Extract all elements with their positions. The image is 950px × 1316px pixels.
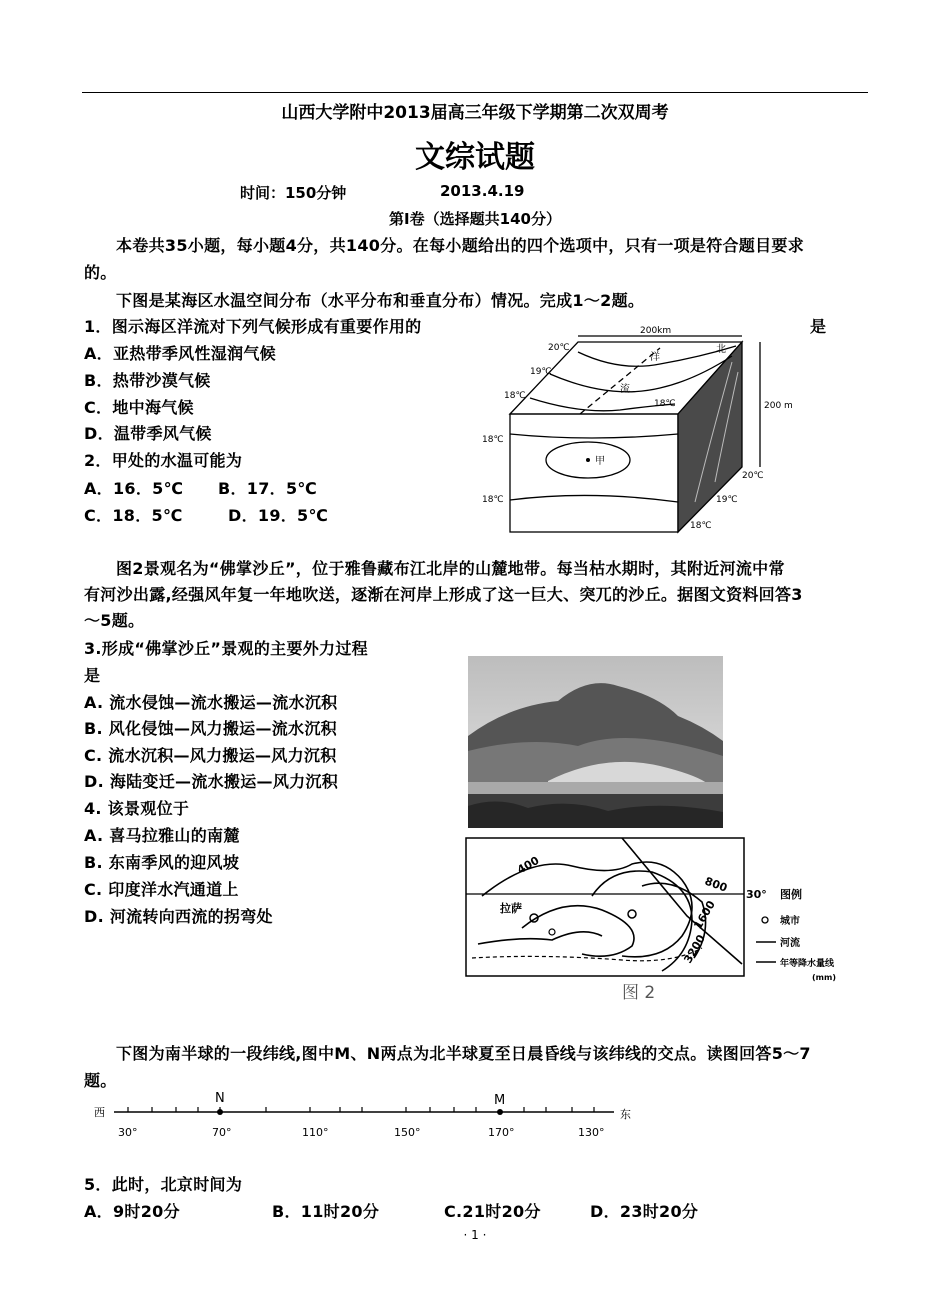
q3-option-b: B. 风化侵蚀—风力搬运—流水沉积 bbox=[84, 719, 337, 738]
iso-top-18b: 18℃ bbox=[654, 399, 676, 409]
section3-stem-2: 题。 bbox=[84, 1071, 117, 1090]
m-label: M bbox=[494, 1093, 506, 1108]
depth-label: 200 m bbox=[764, 401, 793, 411]
question-3: 3.形成“佛掌沙丘”景观的主要外力过程 bbox=[84, 639, 368, 658]
current-label-1: 洋 bbox=[650, 352, 660, 363]
q4-option-c: C. 印度洋水汽通道上 bbox=[84, 880, 239, 899]
tick-30: 30° bbox=[118, 1126, 138, 1139]
city-label-lhasa: 拉萨 bbox=[500, 902, 522, 915]
legend-title: 图例 bbox=[780, 888, 802, 901]
iso-side-20: 20℃ bbox=[742, 471, 764, 481]
q3-option-d: D. 海陆变迁—流水搬运—风力沉积 bbox=[84, 772, 339, 791]
q5-option-c: C.21时20分 bbox=[444, 1202, 541, 1221]
q2-option-b: B．17．5℃ bbox=[218, 479, 318, 498]
section1-stem: 下图是某海区水温空间分布（水平分布和垂直分布）情况。完成1～2题。 bbox=[116, 291, 645, 310]
iso-top-18a: 18℃ bbox=[504, 391, 526, 401]
iso-front-18b: 18℃ bbox=[482, 495, 504, 505]
page-title: 文综试题 bbox=[415, 140, 535, 175]
page-number: · 1 · bbox=[463, 1228, 487, 1242]
dune-landscape-photo bbox=[468, 656, 723, 828]
q1-option-d: D．温带季风气候 bbox=[84, 424, 212, 443]
precipitation-map bbox=[462, 836, 872, 1006]
latitude-label: 30° bbox=[746, 888, 767, 901]
q1-option-b: B．热带沙漠气候 bbox=[84, 371, 211, 390]
question-1: 1．图示海区洋流对下列气候形成有重要作用的 bbox=[84, 317, 422, 336]
jia-label: 甲 bbox=[595, 456, 605, 467]
latitude-line-diagram bbox=[84, 1086, 644, 1146]
legend-river: 河流 bbox=[780, 938, 800, 949]
legend-isohyet: 年等降水量线 bbox=[780, 959, 835, 969]
exam-time: 时间：150分钟 bbox=[240, 184, 347, 202]
q5-option-d: D．23时20分 bbox=[590, 1202, 699, 1221]
q1-option-c: C．地中海气候 bbox=[84, 398, 194, 417]
section3-stem-1: 下图为南半球的一段纬线,图中M、N两点为北半球夏至日晨昏线与该纬线的交点。读图回答5～7 bbox=[116, 1044, 811, 1063]
q5-option-b: B．11时20分 bbox=[272, 1202, 380, 1221]
legend-city: 城市 bbox=[780, 916, 800, 927]
iso-side-19: 19℃ bbox=[716, 495, 738, 505]
exam-date: 2013.4.19 bbox=[440, 182, 525, 200]
point-m bbox=[497, 1109, 503, 1115]
part-heading: 第Ⅰ卷（选择题共140分） bbox=[389, 210, 561, 228]
isohyet-label-800: 800 bbox=[702, 874, 730, 895]
point-n bbox=[217, 1109, 223, 1115]
section2-stem-1: 图2景观名为“佛掌沙丘”，位于雅鲁藏布江北岸的山麓地带。每当枯水期时，其附近河流中常 bbox=[116, 559, 785, 578]
section2-stem-3: ～5题。 bbox=[84, 611, 145, 630]
tick-150: 150° bbox=[394, 1126, 421, 1139]
q4-option-d: D. 河流转向西流的拐弯处 bbox=[84, 907, 273, 926]
iso-side-18: 18℃ bbox=[690, 521, 712, 531]
isohyet-label-1600: 1600 bbox=[691, 898, 718, 932]
isohyet-label-3200: 3200 bbox=[681, 932, 708, 966]
west-label: 西 bbox=[94, 1106, 105, 1119]
isohyet-label-400: 400 bbox=[515, 853, 542, 877]
iso-top-20: 20℃ bbox=[548, 343, 570, 353]
q3-option-c: C. 流水沉积—风力搬运—风力沉积 bbox=[84, 746, 337, 765]
question-2: 2．甲处的水温可能为 bbox=[84, 451, 243, 470]
current-label-2: 流 bbox=[620, 384, 630, 395]
top-rule bbox=[82, 92, 868, 93]
section2-stem-2: 有河沙出露,经强风年复一年地吹送，逐渐在河岸上形成了这一巨大、突兀的沙丘。据图文资料回答3 bbox=[84, 585, 803, 604]
q2-option-d: D．19．5℃ bbox=[228, 506, 329, 525]
q3-option-a: A. 流水侵蚀—流水搬运—流水沉积 bbox=[84, 693, 338, 712]
n-label: N bbox=[215, 1091, 225, 1106]
q2-option-a: A．16．5℃ bbox=[84, 479, 184, 498]
intro-line-1: 本卷共35小题，每小题4分，共140分。在每小题给出的四个选项中，只有一项是符合题目要求 bbox=[116, 236, 804, 255]
tick-70: 70° bbox=[212, 1126, 232, 1139]
question-5: 5．此时，北京时间为 bbox=[84, 1175, 243, 1194]
question-1-tail: 是 bbox=[810, 317, 827, 336]
iso-front-18a: 18℃ bbox=[482, 435, 504, 445]
tick-170: 170° bbox=[488, 1126, 515, 1139]
q5-option-a: A．9时20分 bbox=[84, 1202, 180, 1221]
iso-top-19: 19℃ bbox=[530, 367, 552, 377]
legend-unit: (mm) bbox=[812, 973, 836, 982]
q1-option-a: A．亚热带季风性湿润气候 bbox=[84, 344, 276, 363]
q2-option-c: C．18．5℃ bbox=[84, 506, 183, 525]
question-3-tail: 是 bbox=[84, 666, 101, 685]
school-line: 山西大学附中2013届高三年级下学期第二次双周考 bbox=[281, 103, 669, 123]
intro-line-2: 的。 bbox=[84, 263, 117, 282]
question-4: 4. 该景观位于 bbox=[84, 799, 190, 818]
east-label: 东 bbox=[620, 1108, 631, 1121]
north-label: 北 bbox=[716, 344, 726, 355]
tick-130: 130° bbox=[578, 1126, 605, 1139]
q4-option-b: B. 东南季风的迎风坡 bbox=[84, 853, 240, 872]
width-label: 200km bbox=[640, 326, 672, 336]
figure-2-caption: 图 2 bbox=[622, 983, 656, 1003]
q4-option-a: A. 喜马拉雅山的南麓 bbox=[84, 826, 240, 845]
tick-110: 110° bbox=[302, 1126, 329, 1139]
sea-temperature-block-diagram bbox=[470, 322, 800, 542]
